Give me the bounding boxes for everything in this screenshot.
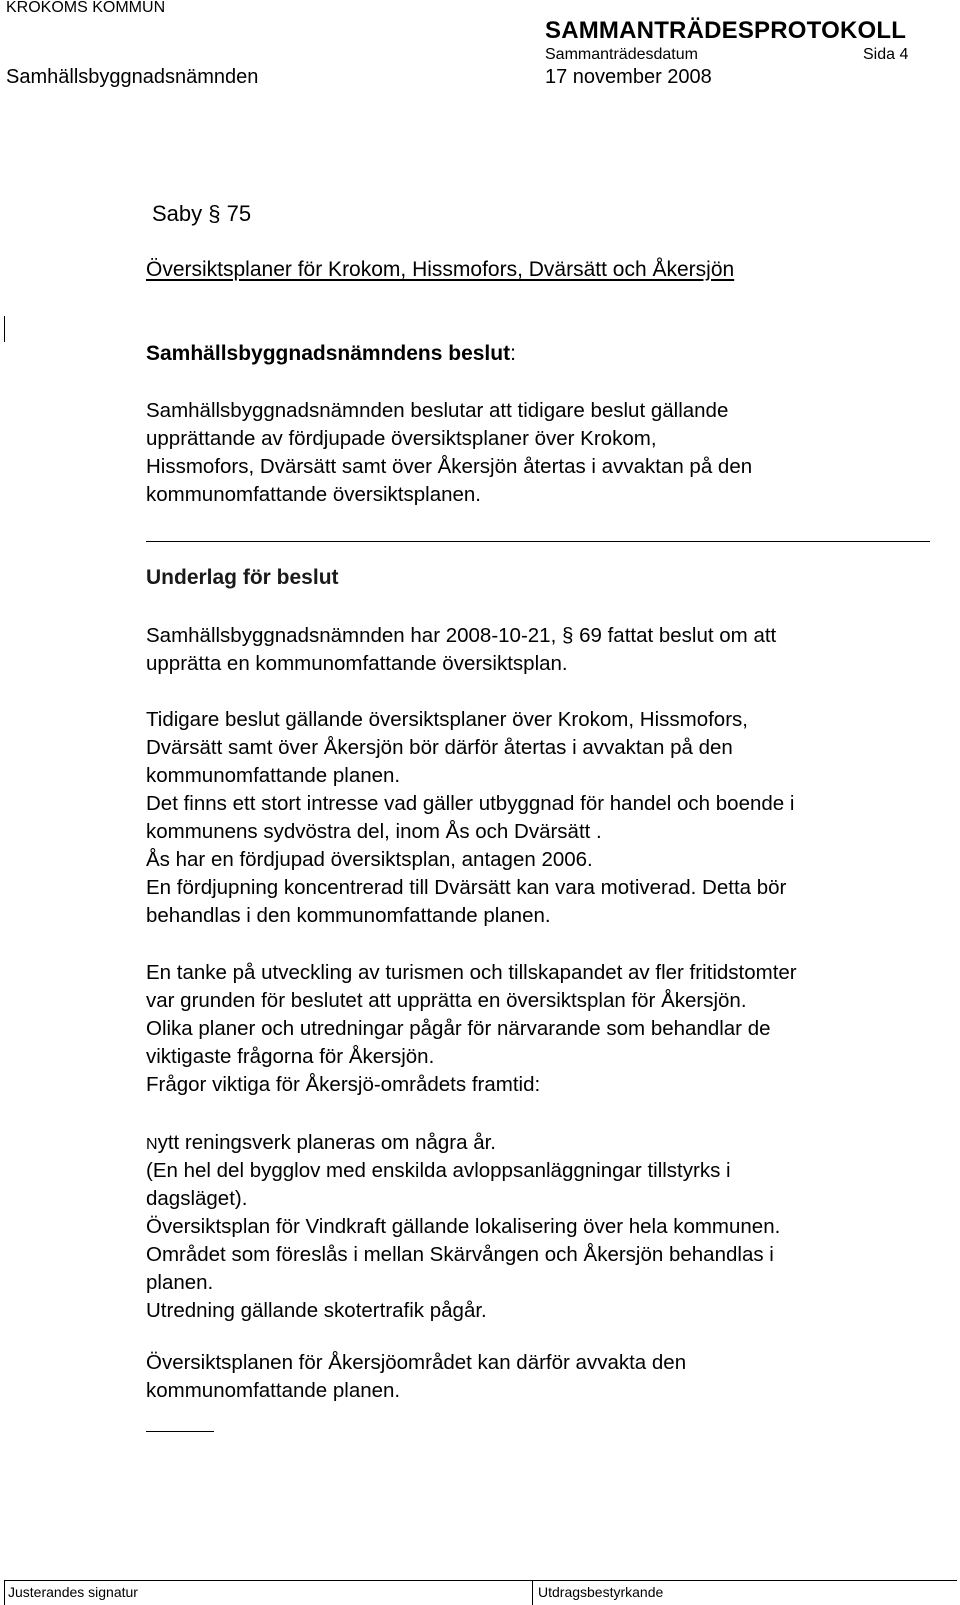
text-line: kommunens sydvöstra del, inom Ås och Dvärsätt . <box>146 820 602 843</box>
basis-paragraph-1 <box>146 622 776 678</box>
basis-paragraph-5 <box>146 1349 686 1405</box>
text-line: upprätta en kommunomfattande översiktsplan. <box>146 652 568 675</box>
text-line: kommunomfattande planen. <box>146 1379 401 1402</box>
text-line: Området som föreslås i mellan Skärvången och Åkersjön behandlas i <box>146 1243 774 1266</box>
page-number: Sida 4 <box>863 46 909 63</box>
footer-divider <box>532 1580 533 1605</box>
end-line <box>146 1431 214 1432</box>
footer-signature-box <box>4 1580 957 1605</box>
section-number <box>152 201 251 227</box>
text-line: dagsläget). <box>146 1187 248 1210</box>
text-line: planen. <box>146 1271 214 1294</box>
decision-heading-text: Samhällsbyggnadsnämndens beslut <box>146 342 511 365</box>
text-line: Samhällsbyggnadsnämnden beslutar att tidigare beslut gällande <box>146 399 729 422</box>
text-line: upprättande av fördjupade översiktsplaner över Krokom, <box>146 427 657 450</box>
text-span: 69 fattat beslut om att <box>579 624 777 647</box>
committee-name: Samhällsbyggnadsnämnden <box>6 66 259 88</box>
decision-text <box>146 397 752 509</box>
text-line: kommunomfattande planen. <box>146 764 401 787</box>
text-line: Tidigare beslut gällande översiktsplaner över Krokom, Hissmofors, <box>146 708 748 731</box>
section-place: Saby <box>152 201 203 226</box>
text-line: kommunomfattande översiktsplanen. <box>146 483 482 506</box>
text-line: behandlas i den kommunomfattande planen. <box>146 904 551 927</box>
text-line: viktigaste frågorna för Åkersjön. <box>146 1045 435 1068</box>
meeting-date: 17 november 2008 <box>545 66 712 88</box>
text-line: Olika planer och utredningar pågår för närvarande som behandlar de <box>146 1017 771 1040</box>
text-line: Frågor viktiga för Åkersjö-områdets framtid: <box>146 1073 541 1096</box>
text-line: var grunden för beslutet att upprätta en översiktsplan för Åkersjön. <box>146 989 747 1012</box>
text-line: (En hel del bygglov med enskilda avloppsanläggningar tillstyrks i <box>146 1159 731 1182</box>
text-span: Samhällsbyggnadsnämnden har 2008-10-21, <box>146 624 557 647</box>
signature-label: Justerandes signatur <box>8 1584 138 1600</box>
text-span: ytt reningsverk planeras om några år. <box>157 1131 496 1154</box>
basis-paragraph-3 <box>146 959 797 1099</box>
basis-paragraph-2 <box>146 706 794 930</box>
text-line <box>146 622 776 650</box>
small-initial: N <box>146 1136 158 1153</box>
section-title: Översiktsplaner för Krokom, Hissmofors, Dvärsätt och Åkersjön <box>146 258 735 281</box>
date-label: Sammanträdesdatum <box>545 46 698 63</box>
certification-label: Utdragsbestyrkande <box>538 1584 664 1600</box>
org-name: KROKOMS KOMMUN <box>6 0 166 16</box>
text-line: Dvärsätt samt över Åkersjön bör därför återtas i avvaktan på den <box>146 736 733 759</box>
text-line: En tanke på utveckling av turismen och tillskapandet av fler fritidstomter <box>146 961 797 984</box>
revision-bar <box>4 316 5 342</box>
text-line <box>146 1129 780 1157</box>
text-line: Översiktsplan för Vindkraft gällande lokalisering över hela kommunen. <box>146 1215 781 1238</box>
text-line: Utredning gällande skotertrafik pågår. <box>146 1299 487 1322</box>
text-line: Hissmofors, Dvärsätt samt över Åkersjön återtas i avvaktan på den <box>146 455 753 478</box>
paragraph-sign: § <box>561 624 574 647</box>
paragraph-sign: § <box>208 201 221 226</box>
basis-heading: Underlag för beslut <box>146 566 339 589</box>
text-line: Ås har en fördjupad översiktsplan, antagen 2006. <box>146 848 593 871</box>
text-line: Översiktsplanen för Åkersjöområdet kan därför avvakta den <box>146 1351 687 1374</box>
decision-heading-colon: : <box>510 342 516 365</box>
text-line: Det finns ett stort intresse vad gäller utbyggnad för handel och boende i <box>146 792 795 815</box>
section-number-value: 75 <box>226 201 252 226</box>
separator-line <box>146 541 930 542</box>
decision-heading <box>146 342 516 366</box>
text-line: En fördjupning koncentrerad till Dvärsätt kan vara motiverad. Detta bör <box>146 876 787 899</box>
document-type: SAMMANTRÄDESPROTOKOLL <box>545 17 907 44</box>
basis-paragraph-4 <box>146 1129 780 1325</box>
